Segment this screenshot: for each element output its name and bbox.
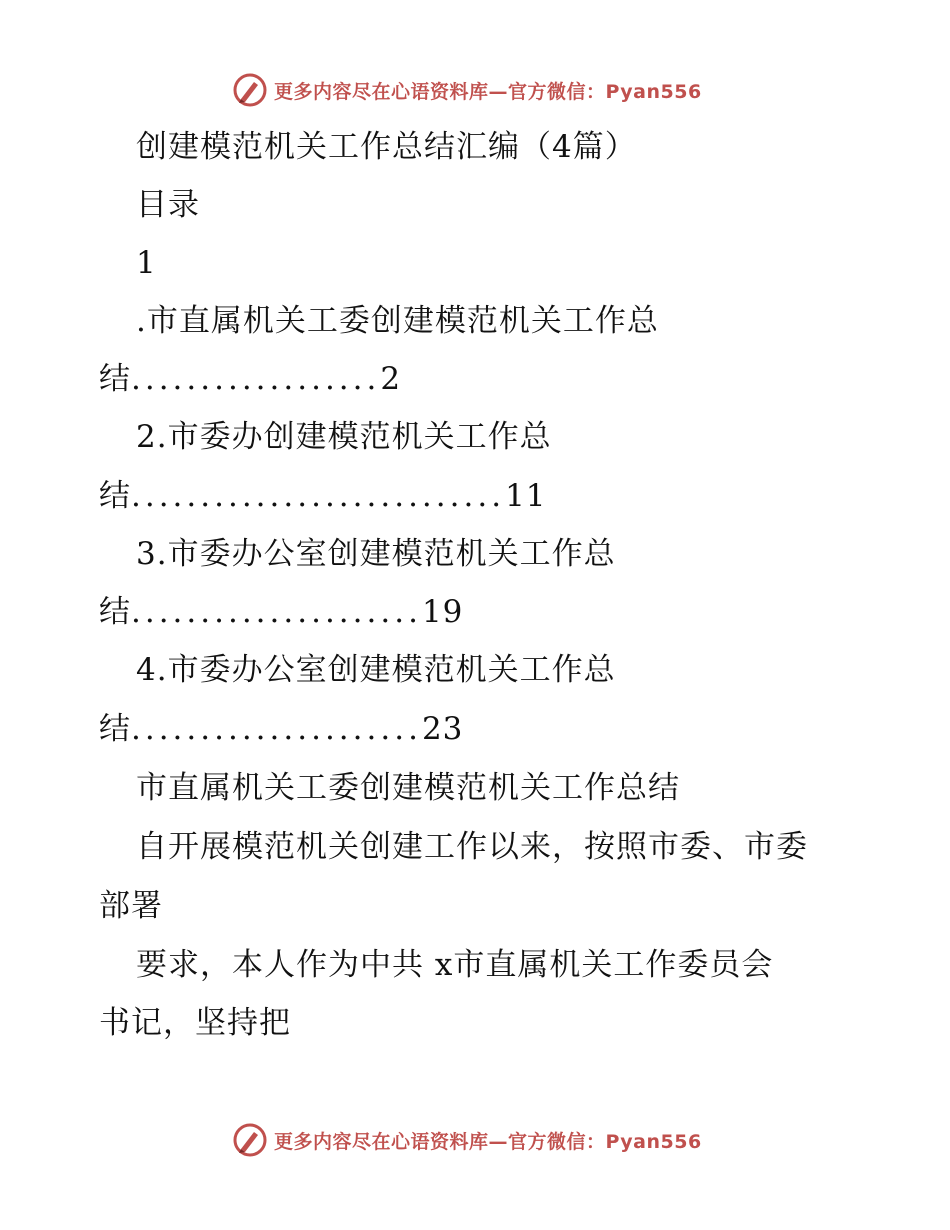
toc-item-1-leader[interactable] — [99, 359, 401, 399]
footer-banner — [232, 1120, 702, 1160]
paragraph-2-line-2: 书记，坚持把 — [99, 1005, 291, 1041]
toc-item-1-title[interactable]: .市直属机关工委创建模范机关工作总 — [136, 303, 659, 339]
toc-number: 1 — [136, 245, 157, 281]
pen-circle-logo-icon — [232, 1122, 268, 1158]
toc-item-3-leader[interactable] — [99, 592, 463, 632]
toc-item-3-page: 19 — [421, 594, 464, 630]
toc-item-4-title[interactable]: 4.市委办公室创建模范机关工作总 — [136, 652, 616, 688]
toc-item-3-title[interactable]: 3.市委办公室创建模范机关工作总 — [136, 536, 616, 572]
toc-item-1-prefix: 结 — [99, 361, 131, 397]
toc-item-4-dots: ..................... — [131, 711, 422, 747]
section-heading: 市直属机关工委创建模范机关工作总结 — [136, 770, 680, 806]
toc-item-2-leader[interactable] — [99, 476, 547, 516]
toc-item-4-page: 23 — [421, 711, 464, 747]
toc-item-2-dots: ........................... — [131, 478, 506, 514]
toc-item-1-dots: .................. — [131, 361, 381, 397]
toc-item-3-dots: ..................... — [131, 594, 422, 630]
toc-item-1-page: 2 — [380, 361, 402, 397]
toc-item-4-leader[interactable] — [99, 709, 463, 749]
document-title: 创建模范机关工作总结汇编（4篇） — [136, 129, 637, 165]
toc-item-2-title[interactable]: 2.市委办创建模范机关工作总 — [136, 419, 552, 455]
toc-item-4-prefix: 结 — [99, 711, 131, 747]
paragraph-1-line-2: 部署 — [99, 888, 163, 924]
toc-item-2-page: 11 — [505, 478, 547, 514]
banner-text: 更多内容尽在心语资料库—官方微信：Pyan556 — [274, 80, 702, 103]
paragraph-2-line-1: 要求，本人作为中共 x市直属机关工作委员会 — [136, 947, 774, 983]
toc-item-2-prefix: 结 — [99, 478, 131, 514]
header-banner — [232, 70, 702, 110]
pen-circle-logo-icon — [232, 72, 268, 108]
paragraph-1-line-1: 自开展模范机关创建工作以来，按照市委、市委 — [136, 829, 808, 865]
banner-text: 更多内容尽在心语资料库—官方微信：Pyan556 — [274, 1130, 702, 1153]
toc-heading: 目录 — [136, 187, 200, 223]
toc-item-3-prefix: 结 — [99, 594, 131, 630]
